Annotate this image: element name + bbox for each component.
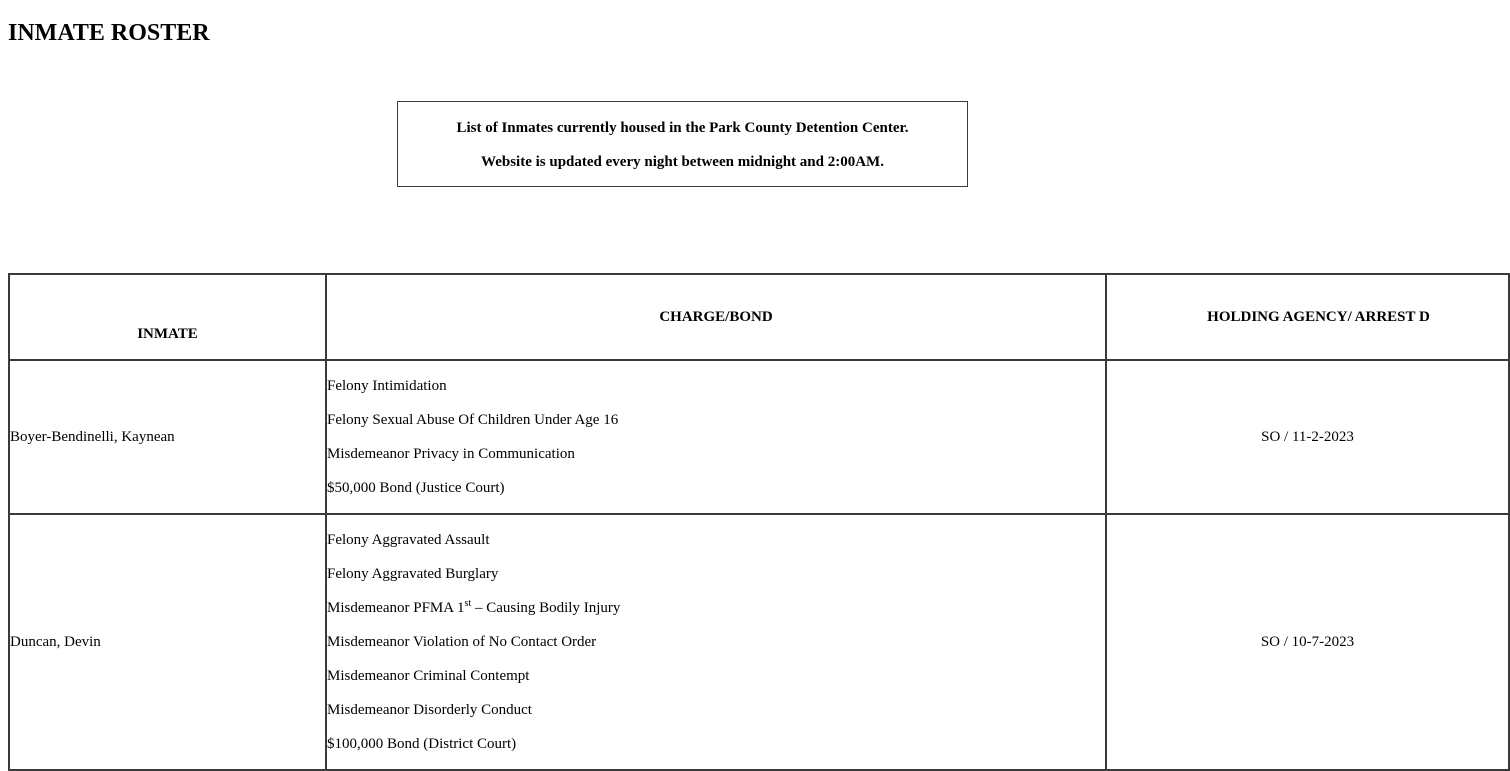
notice-box <box>397 101 968 187</box>
holding-agency-arrest-date: SO / 10-7-2023 <box>1106 514 1509 770</box>
page-title: INMATE ROSTER <box>8 20 210 46</box>
bond-amount: $50,000 Bond (Justice Court) <box>327 480 505 496</box>
ordinal-superscript: st <box>464 598 472 609</box>
charge-item: Felony Aggravated Assault <box>327 532 490 548</box>
charge-item: Misdemeanor Violation of No Contact Order <box>327 634 597 650</box>
charge-item-pfma: Misdemeanor PFMA 1st – Causing Bodily Injury <box>327 598 621 616</box>
header-inmate: INMATE <box>9 274 326 360</box>
inmate-name: Duncan, Devin <box>9 514 326 770</box>
charge-item: Misdemeanor Disorderly Conduct <box>327 702 532 718</box>
notice-line-update-schedule: Website is updated every night between midnight and 2:00AM. <box>481 154 884 170</box>
header-charge-bond: CHARGE/BOND <box>326 274 1106 360</box>
table-row <box>9 360 1509 514</box>
header-holding-agency: HOLDING AGENCY/ ARREST D <box>1106 274 1509 360</box>
charge-item: Misdemeanor Privacy in Communication <box>327 446 575 462</box>
holding-agency-arrest-date: SO / 11-2-2023 <box>1106 360 1509 514</box>
charge-item: Felony Sexual Abuse Of Children Under Age 16 <box>327 412 619 428</box>
bond-amount: $100,000 Bond (District Court) <box>327 736 517 752</box>
charge-list <box>326 514 1106 770</box>
charge-item: Felony Aggravated Burglary <box>327 566 499 582</box>
table-header-row <box>9 274 1509 360</box>
inmate-name: Boyer-Bendinelli, Kaynean <box>9 360 326 514</box>
charge-item: Misdemeanor Criminal Contempt <box>327 668 530 684</box>
notice-line-housed: List of Inmates currently housed in the Park County Detention Center. <box>456 120 909 136</box>
inmate-roster-table <box>8 273 1510 771</box>
table-row <box>9 514 1509 770</box>
charge-list <box>326 360 1106 514</box>
charge-item: Felony Intimidation <box>327 378 447 394</box>
